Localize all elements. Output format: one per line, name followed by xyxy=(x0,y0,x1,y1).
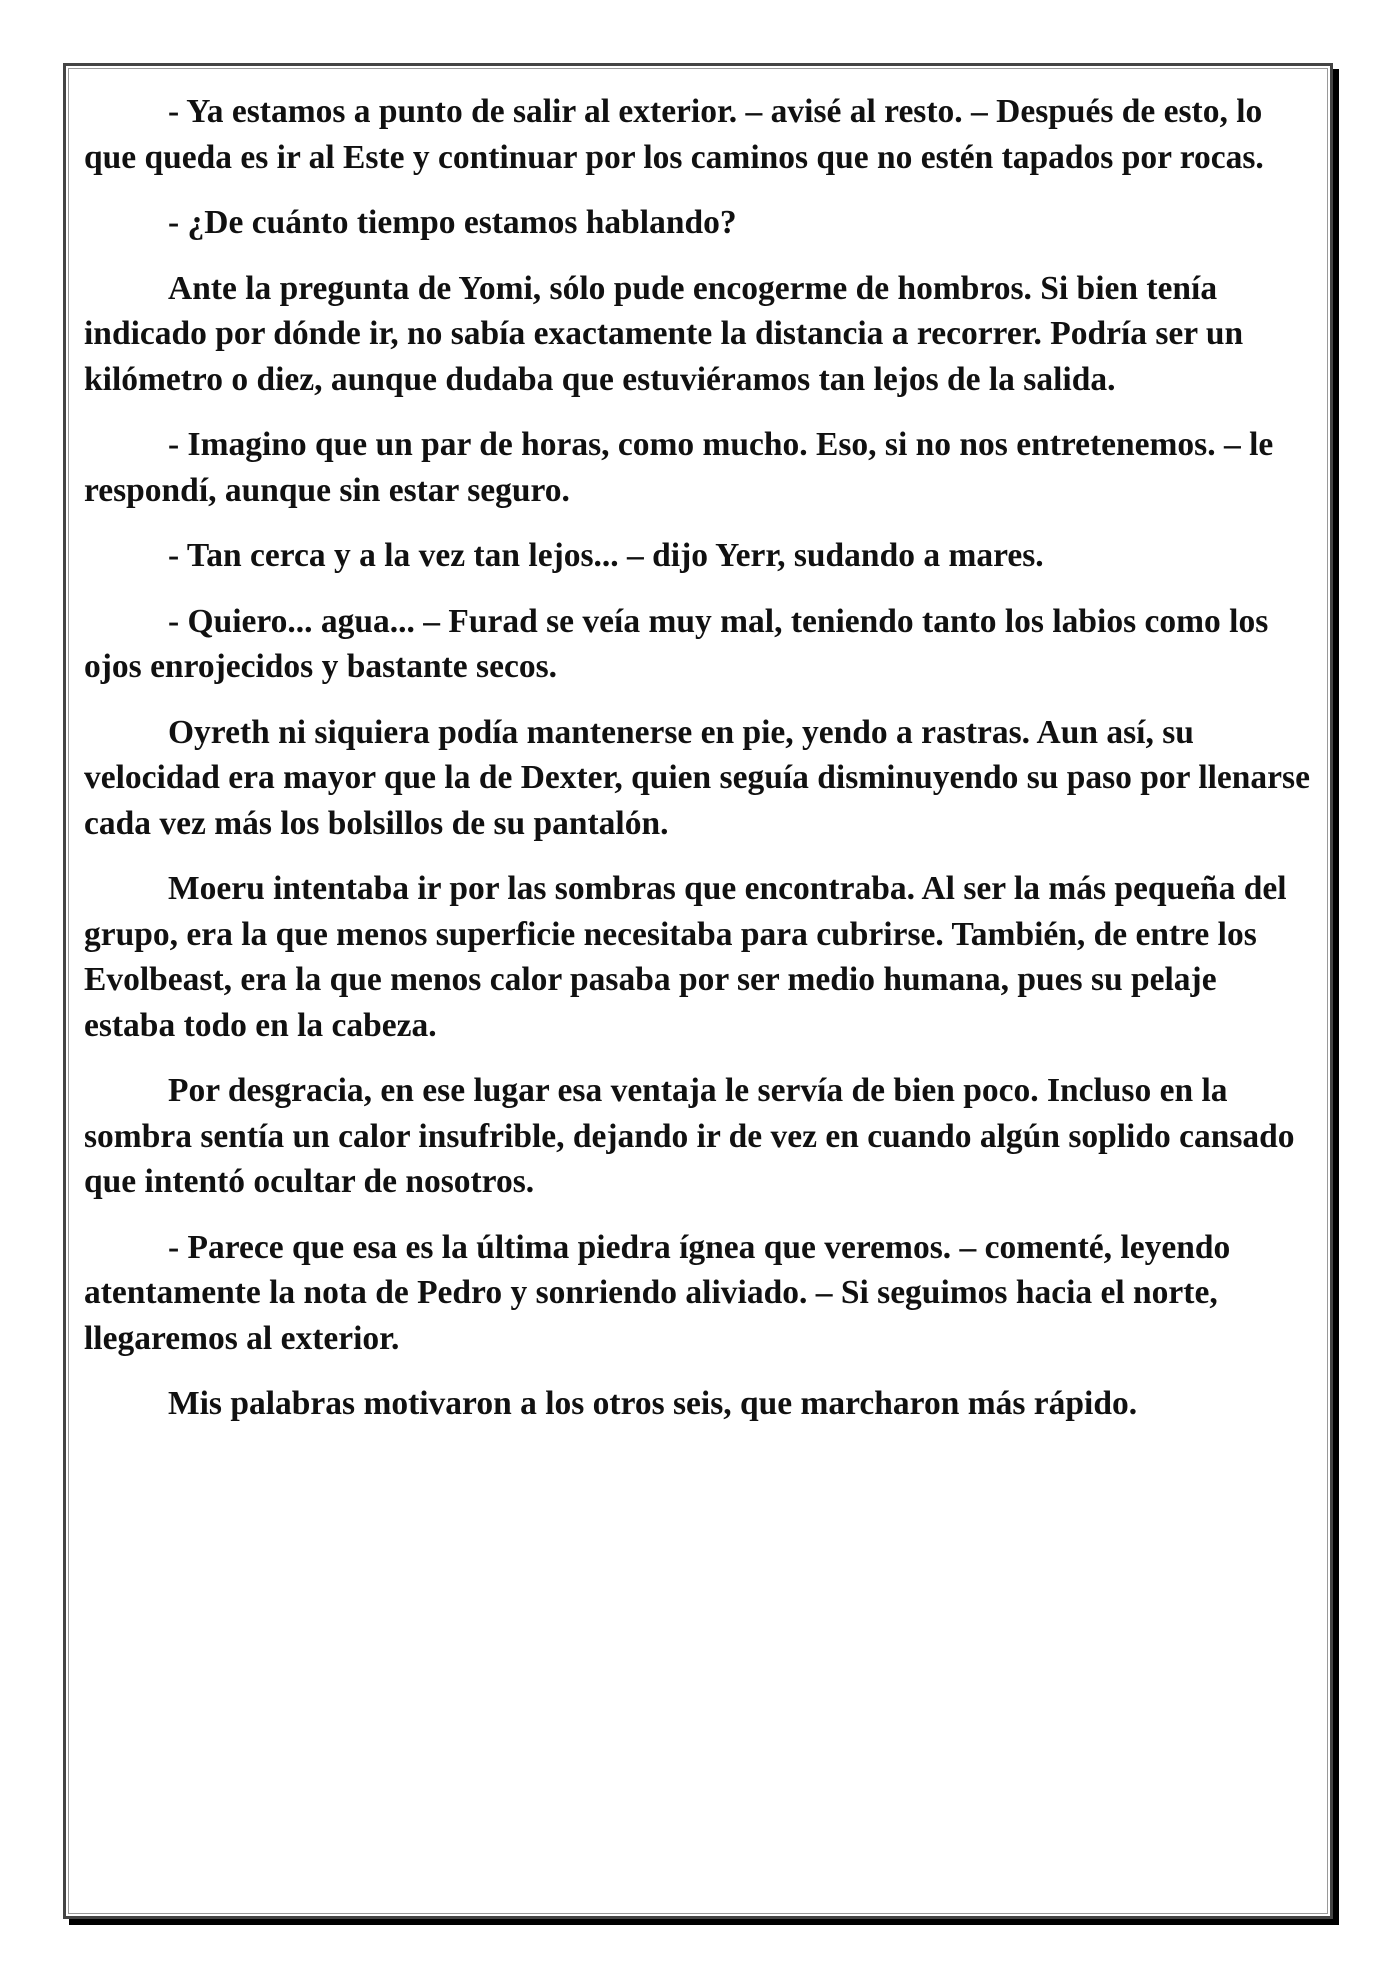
paragraph: Oyreth ni siquiera podía mantenerse en pie, yendo a rastras. Aun así, su velocidad era mayor que la de Dexter, quien seguía disminuyendo su paso por llenarse cada vez más los bolsillos de su pantalón. xyxy=(84,713,1310,842)
paragraph: Mis palabras motivaron a los otros seis, que marcharon más rápido. xyxy=(168,1385,1138,1422)
paragraph: - ¿De cuánto tiempo estamos hablando? xyxy=(168,204,737,241)
paragraph: - Parece que esa es la última piedra ígnea que veremos. – comenté, leyendo atentamente la nota de Pedro y sonriendo aliviado. – Si seguimos hacia el norte, llegaremos al exterior. xyxy=(84,1228,1231,1357)
paragraph: - Tan cerca y a la vez tan lejos... – dijo Yerr, sudando a mares. xyxy=(168,537,1044,574)
paragraph: - Ya estamos a punto de salir al exterior. – avisé al resto. – Después de esto, lo que queda es ir al Este y continuar por los caminos que no estén tapados por rocas. xyxy=(84,93,1264,176)
document-body xyxy=(84,89,1316,1447)
paragraph: Ante la pregunta de Yomi, sólo pude encogerme de hombros. Si bien tenía indicado por dónde ir, no sabía exactamente la distancia a recorrer. Podría ser un kilómetro o diez, aunque dudaba que estuviéramos tan lejos de la salida. xyxy=(84,269,1244,398)
page-frame xyxy=(63,63,1333,1919)
paragraph: Moeru intentaba ir por las sombras que encontraba. Al ser la más pequeña del grupo, era la que menos superficie necesitaba para cubrirse. También, de entre los Evolbeast, era la que menos calor pasaba por ser medio humana, pues su pelaje estaba todo en la cabeza. xyxy=(84,870,1287,1044)
paragraph: Por desgracia, en ese lugar esa ventaja le servía de bien poco. Incluso en la sombra sentía un calor insufrible, dejando ir de vez en cuando algún soplido cansado que intentó ocultar de nosotros. xyxy=(84,1072,1295,1200)
paragraph: - Quiero... agua... – Furad se veía muy mal, teniendo tanto los labios como los ojos enrojecidos y bastante secos. xyxy=(84,602,1269,685)
paragraph: - Imagino que un par de horas, como mucho. Eso, si no nos entretenemos. – le respondí, aunque sin estar seguro. xyxy=(84,426,1274,509)
